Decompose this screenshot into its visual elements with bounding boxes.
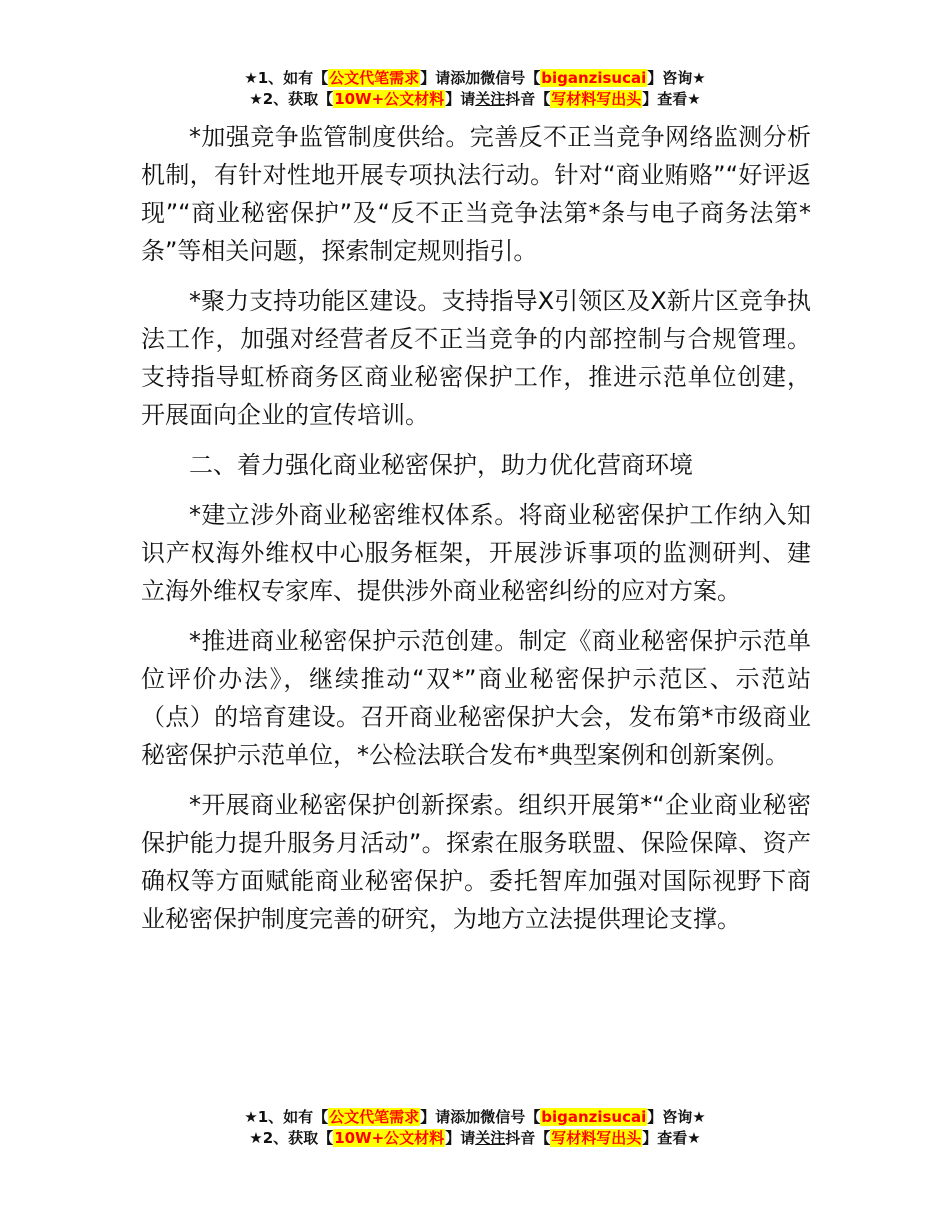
header-line-1-suffix: 】咨询★ xyxy=(647,69,706,87)
header-highlight-ghostwriting: 公文代笔需求 xyxy=(329,69,420,87)
footer-line-2 xyxy=(0,1128,950,1149)
header-highlight-materials: 10W+公文材料 xyxy=(334,90,445,108)
header-line-2-suffix: 】查看★ xyxy=(642,90,701,108)
footer-highlight-ghostwriting: 公文代笔需求 xyxy=(329,1108,420,1126)
footer-banner xyxy=(0,1107,950,1149)
header-underlined-follow: 关注 xyxy=(475,90,506,108)
footer-highlight-douyin-account: 写材料写出头 xyxy=(551,1129,642,1147)
document-body xyxy=(141,118,811,950)
footer-line-1-suffix: 】咨询★ xyxy=(647,1108,706,1126)
paragraph-foreign-rights-system: *建立涉外商业秘密维权体系。将商业秘密保护工作纳入知识产权海外维权中心服务框架，开展涉诉事项的监测研判、建立海外维权专家库、提供涉外商业秘密纠纷的应对方案。 xyxy=(141,501,811,605)
paragraph-functional-zones: *聚力支持功能区建设。支持指导X引领区及X新片区竞争执法工作，加强对经营者反不正当竞争的内部控制与合规管理。支持指导虹桥商务区商业秘密保护工作，推进示范单位创建，开展面向企业的宣传培训。 xyxy=(141,287,811,429)
footer-line-1-middle: 】请添加微信号【 xyxy=(420,1108,541,1126)
footer-highlight-materials: 10W+公文材料 xyxy=(334,1129,445,1147)
paragraph-competition-supervision: *加强竞争监管制度供给。完善反不正当竞争网络监测分析机制，有针对性地开展专项执法行动。针对“商业贿赂”“好评返现”“商业秘密保护”及“反不正当竞争法第*条与电子商务法第*条”等相关问题，探索制定规则指引。 xyxy=(141,123,811,265)
footer-line-1-prefix: ★1、如有【 xyxy=(244,1108,329,1126)
header-line-2-middle-b: 抖音【 xyxy=(505,90,551,108)
footer-underlined-follow: 关注 xyxy=(475,1129,506,1147)
footer-line-2-suffix: 】查看★ xyxy=(642,1129,701,1147)
footer-line-2-prefix: ★2、获取【 xyxy=(249,1129,334,1147)
footer-line-1 xyxy=(0,1107,950,1128)
paragraph-innovation-exploration: *开展商业秘密保护创新探索。组织开展第*“企业商业秘密保护能力提升服务月活动”。探索在服务联盟、保险保障、资产确权等方面赋能商业秘密保护。委托智库加强对国际视野下商业秘密保护制度完善的研究，为地方立法提供理论支撑。 xyxy=(141,791,811,933)
header-line-1 xyxy=(0,68,950,89)
paragraph-demonstration-creation: *推进商业秘密保护示范创建。制定《商业秘密保护示范单位评价办法》，继续推动“双*”商业秘密保护示范区、示范站（点）的培育建设。召开商业秘密保护大会，发布第*市级商业秘密保护示范单位，*公检法联合发布*典型案例和创新案例。 xyxy=(141,627,811,769)
footer-line-2-middle-b: 抖音【 xyxy=(505,1129,551,1147)
header-line-2-prefix: ★2、获取【 xyxy=(249,90,334,108)
section-heading-trade-secrets: 二、着力强化商业秘密保护，助力优化营商环境 xyxy=(189,451,693,479)
footer-line-2-middle-a: 】请 xyxy=(445,1129,476,1147)
header-line-2 xyxy=(0,89,950,110)
header-line-1-prefix: ★1、如有【 xyxy=(244,69,329,87)
header-banner xyxy=(0,68,950,110)
header-line-2-middle-a: 】请 xyxy=(445,90,476,108)
footer-highlight-wechat-id: biganzisucai xyxy=(541,1108,647,1126)
header-highlight-wechat-id: biganzisucai xyxy=(541,69,647,87)
header-highlight-douyin-account: 写材料写出头 xyxy=(551,90,642,108)
header-line-1-middle: 】请添加微信号【 xyxy=(420,69,541,87)
